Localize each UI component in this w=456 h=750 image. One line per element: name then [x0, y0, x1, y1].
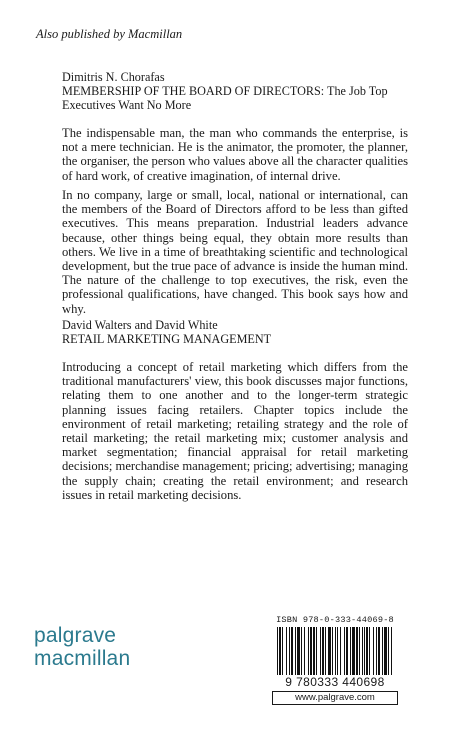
book2-description: Introducing a concept of retail marketing which differs from the traditional manufacturers' view, this book discusses major functions, relating them to one another and to the longer-term strategic planning issues facing retailers. Chapter topics include the environment of retail marketing; retailing strategy and the role of retail marketing; the retail marketing mix; customer analysis and market segmentation; financial appraisal for retail marketing decisions; merchandise management; pricing; advertising; managing the supply chain; creating the retail environment; and research issues in retail marketing decisions.	[62, 360, 408, 502]
barcode-block	[272, 615, 398, 713]
barcode-icon	[276, 627, 394, 675]
book1-title-line1: MEMBERSHIP OF THE BOARD OF DIRECTORS: The Job Top	[62, 84, 388, 98]
logo-line-palgrave: palgrave	[34, 624, 117, 647]
book1-description-para2: In no company, large or small, local, national or international, can the members of the Board of Directors afford to be less than gifted executives. This means preparation. Industrial leaders advance because, other things being equal, they obtain more results than others. We live in a time of breathtaking scientific and technological development, but the true pace of advance is inside the human mind. The nature of the challenge to top executives, the risk, even the professional qualifications, have changed. This book says how and why.	[62, 188, 408, 316]
book2-heading	[62, 318, 398, 346]
book2-author: David Walters and David White	[62, 318, 218, 332]
book1-description-para1: The indispensable man, the man who commands the enterprise, is not a mere technician. He is the animator, the promoter, the planner, the organiser, the person who values above all the character qualities of hard work, of creative imagination, of internal drive.	[62, 126, 408, 183]
book1-title-line2: Executives Want No More	[62, 98, 192, 112]
book2-title: RETAIL MARKETING MANAGEMENT	[62, 332, 272, 346]
logo-line-macmillan: macmillan	[34, 647, 131, 670]
publisher-url: www.palgrave.com	[272, 691, 398, 705]
book1-author: Dimitris N. Chorafas	[62, 70, 165, 84]
book1-heading	[62, 70, 398, 112]
isbn-label: ISBN 978-0-333-44069-8	[276, 615, 394, 625]
also-published-heading: Also published by Macmillan	[36, 27, 183, 41]
barcode-digits: 9 780333 440698	[285, 675, 385, 689]
palgrave-macmillan-logo	[34, 624, 130, 670]
